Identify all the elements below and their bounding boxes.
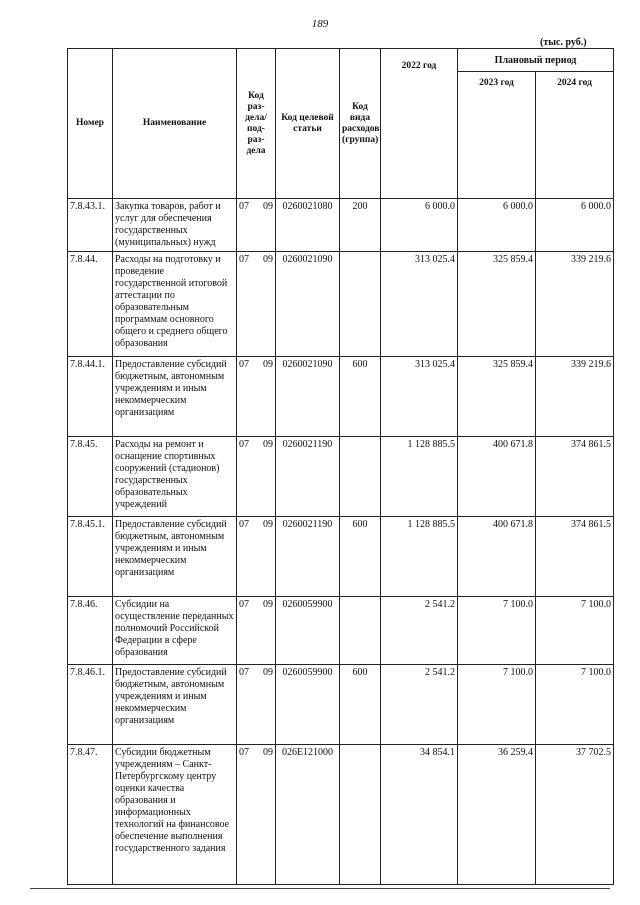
header-expense-type-code: Код вида расходов (группа) xyxy=(340,49,381,199)
section-code: 07 xyxy=(239,667,249,678)
row-amount-2024: 7 100.0 xyxy=(536,665,614,745)
row-section-code xyxy=(237,199,276,252)
row-amount-2024: 6 000.0 xyxy=(536,199,614,252)
row-target-code: 0260059900 xyxy=(276,665,340,745)
section-code: 07 xyxy=(239,439,249,450)
row-amount-2023: 400 671.8 xyxy=(458,517,536,597)
header-planned-period: Плановый период xyxy=(458,49,614,72)
row-amount-2024: 374 861.5 xyxy=(536,437,614,517)
row-name: Субсидии на осуществление переданных полномочий Российской Федерации в сфере образования xyxy=(113,597,237,665)
row-number: 7.8.44. xyxy=(68,252,113,357)
row-number: 7.8.44.1. xyxy=(68,357,113,437)
row-amount-2022: 313 025.4 xyxy=(381,357,458,437)
subsection-code: 09 xyxy=(263,439,273,450)
row-number: 7.8.46. xyxy=(68,597,113,665)
page-number: 189 xyxy=(311,18,329,30)
row-amount-2022: 2 541.2 xyxy=(381,597,458,665)
header-year-2023: 2023 год xyxy=(458,72,536,199)
header-year-2022: 2022 год xyxy=(381,49,458,199)
row-name: Расходы на ремонт и оснащение спортивных сооружений (стадионов) государственных образовательных учреждений xyxy=(113,437,237,517)
section-code: 07 xyxy=(239,359,249,370)
row-target-code: 0260021090 xyxy=(276,252,340,357)
row-section-code xyxy=(237,357,276,437)
row-expense-type xyxy=(340,437,381,517)
row-number: 7.8.43.1. xyxy=(68,199,113,252)
row-number: 7.8.47. xyxy=(68,745,113,885)
row-name: Закупка товаров, работ и услуг для обеспечения государственных (муниципальных) нужд xyxy=(113,199,237,252)
footer-divider xyxy=(30,888,610,889)
row-section-code xyxy=(237,517,276,597)
row-amount-2023: 7 100.0 xyxy=(458,597,536,665)
row-section-code xyxy=(237,437,276,517)
row-amount-2024: 37 702.5 xyxy=(536,745,614,885)
row-expense-type xyxy=(340,745,381,885)
row-expense-type xyxy=(340,252,381,357)
row-number: 7.8.45.1. xyxy=(68,517,113,597)
subsection-code: 09 xyxy=(263,519,273,530)
row-expense-type: 600 xyxy=(340,517,381,597)
row-name: Расходы на подготовку и проведение государственной итоговой аттестации по образовательным программам основного общего и среднего общего образования xyxy=(113,252,237,357)
row-target-code: 0260021190 xyxy=(276,517,340,597)
subsection-code: 09 xyxy=(263,201,273,212)
row-section-code xyxy=(237,745,276,885)
row-expense-type xyxy=(340,597,381,665)
row-amount-2023: 325 859.4 xyxy=(458,357,536,437)
subsection-code: 09 xyxy=(263,747,273,758)
section-code: 07 xyxy=(239,747,249,758)
row-amount-2023: 400 671.8 xyxy=(458,437,536,517)
table-row xyxy=(68,665,614,745)
budget-table xyxy=(67,48,614,885)
table-row xyxy=(68,437,614,517)
row-number: 7.8.45. xyxy=(68,437,113,517)
row-target-code: 0260021080 xyxy=(276,199,340,252)
row-amount-2023: 36 259.4 xyxy=(458,745,536,885)
table-row xyxy=(68,597,614,665)
row-amount-2022: 6 000.0 xyxy=(381,199,458,252)
row-target-code: 0260021190 xyxy=(276,437,340,517)
row-amount-2024: 339 219.6 xyxy=(536,252,614,357)
row-section-code xyxy=(237,665,276,745)
row-target-code: 0260059900 xyxy=(276,597,340,665)
row-expense-type: 600 xyxy=(340,665,381,745)
row-section-code xyxy=(237,597,276,665)
header-number: Номер xyxy=(68,49,113,199)
row-amount-2022: 1 128 885.5 xyxy=(381,517,458,597)
row-section-code xyxy=(237,252,276,357)
subsection-code: 09 xyxy=(263,359,273,370)
row-amount-2024: 339 219.6 xyxy=(536,357,614,437)
row-amount-2024: 7 100.0 xyxy=(536,597,614,665)
section-code: 07 xyxy=(239,519,249,530)
row-name: Предоставление субсидий бюджетным, автономным учреждениям и иным некоммерческим организациям xyxy=(113,665,237,745)
row-amount-2022: 313 025.4 xyxy=(381,252,458,357)
table-row xyxy=(68,357,614,437)
subsection-code: 09 xyxy=(263,254,273,265)
section-code: 07 xyxy=(239,599,249,610)
row-amount-2023: 325 859.4 xyxy=(458,252,536,357)
row-target-code: 0260021090 xyxy=(276,357,340,437)
row-amount-2023: 7 100.0 xyxy=(458,665,536,745)
table-body xyxy=(68,199,614,885)
row-expense-type: 200 xyxy=(340,199,381,252)
units-label: (тыс. руб.) xyxy=(540,37,587,48)
table-row xyxy=(68,517,614,597)
table-row xyxy=(68,745,614,885)
row-amount-2024: 374 861.5 xyxy=(536,517,614,597)
subsection-code: 09 xyxy=(263,667,273,678)
row-amount-2022: 2 541.2 xyxy=(381,665,458,745)
header-target-code: Код целевой статьи xyxy=(276,49,340,199)
table-row xyxy=(68,252,614,357)
row-name: Предоставление субсидий бюджетным, автономным учреждениям и иным некоммерческим организациям xyxy=(113,357,237,437)
row-amount-2023: 6 000.0 xyxy=(458,199,536,252)
row-name: Предоставление субсидий бюджетным, автономным учреждениям и иным некоммерческим организациям xyxy=(113,517,237,597)
row-expense-type: 600 xyxy=(340,357,381,437)
row-amount-2022: 1 128 885.5 xyxy=(381,437,458,517)
header-name: Наименование xyxy=(113,49,237,199)
row-number: 7.8.46.1. xyxy=(68,665,113,745)
row-name: Субсидии бюджетным учреждениям – Санкт-Петербургскому центру оценки качества образования и информационных технологий на финансовое обеспечение выполнения государственного задания xyxy=(113,745,237,885)
subsection-code: 09 xyxy=(263,599,273,610)
section-code: 07 xyxy=(239,201,249,212)
header-year-2024: 2024 год xyxy=(536,72,614,199)
header-section-code: Код раз-дела/ под-раз-дела xyxy=(237,49,276,199)
table-row xyxy=(68,199,614,252)
row-amount-2022: 34 854.1 xyxy=(381,745,458,885)
row-target-code: 026E121000 xyxy=(276,745,340,885)
section-code: 07 xyxy=(239,254,249,265)
